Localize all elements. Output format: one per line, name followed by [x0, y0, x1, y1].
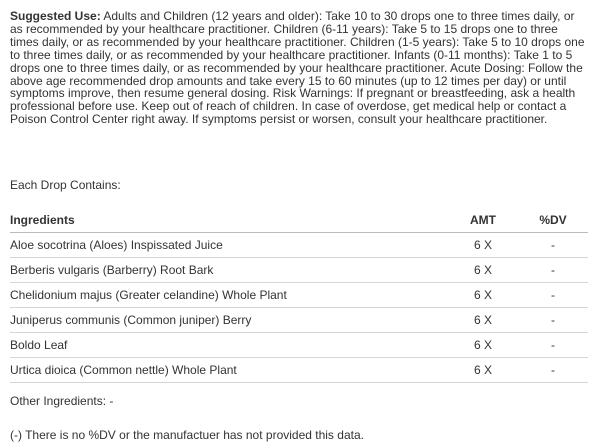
ingredient-name: Chelidonium majus (Greater celandine) Whole Plant — [10, 283, 448, 308]
dv-footnote: (-) There is no %DV or the manufactuer has not provided this data. — [10, 428, 364, 442]
table-row — [10, 283, 588, 308]
header-ingredients: Ingredients — [10, 208, 448, 233]
ingredient-dv: - — [518, 333, 588, 358]
ingredient-amt: 6 X — [448, 283, 518, 308]
ingredient-dv: - — [518, 233, 588, 258]
other-ingredients: Other Ingredients: - — [10, 394, 114, 408]
suggested-use-heading: Suggested Use: — [10, 9, 101, 23]
ingredient-amt: 6 X — [448, 308, 518, 333]
ingredient-name: Berberis vulgaris (Barberry) Root Bark — [10, 258, 448, 283]
ingredient-name: Juniperus communis (Common juniper) Berry — [10, 308, 448, 333]
table-row — [10, 358, 588, 383]
ingredient-dv: - — [518, 358, 588, 383]
suggested-use-paragraph — [10, 10, 585, 126]
ingredient-amt: 6 X — [448, 258, 518, 283]
ingredient-dv: - — [518, 308, 588, 333]
ingredient-name: Boldo Leaf — [10, 333, 448, 358]
table-header-row — [10, 208, 588, 233]
ingredient-dv: - — [518, 258, 588, 283]
table-row — [10, 258, 588, 283]
each-drop-label: Each Drop Contains: — [10, 178, 121, 192]
ingredient-amt: 6 X — [448, 233, 518, 258]
ingredient-amt: 6 X — [448, 358, 518, 383]
supplement-facts-panel — [10, 9, 585, 442]
table-row — [10, 333, 588, 358]
table-row — [10, 308, 588, 333]
header-amt: AMT — [448, 208, 518, 233]
header-dv: %DV — [518, 208, 588, 233]
ingredient-name: Aloe socotrina (Aloes) Inspissated Juice — [10, 233, 448, 258]
ingredient-name: Urtica dioica (Common nettle) Whole Plant — [10, 358, 448, 383]
ingredients-table — [10, 208, 588, 383]
ingredient-amt: 6 X — [448, 333, 518, 358]
ingredient-dv: - — [518, 283, 588, 308]
suggested-use-text: Adults and Children (12 years and older): Take 10 to 30 drops one to three times daily, or as recommended by your healthcare practitioner. Children (6-11 years): Take 5 to 15 drops one to three times daily, or as recommended by your healthcare practitioner. Children (1-5 years): Take 5 to 10 drops one to three times daily, or as recommended by your healthcare practitioner. Infants (0-11 months): Take 1 to 5 drops one to three times daily, or as recommended by your healthcare practitioner. Acute Dosing: Follow the above age recommended drop amounts and take every 15 to 60 minutes (up to 12 times per day) or until symptoms improve, then resume general dosing. Risk Warnings: If pregnant or breastfeeding, ask a health professional before use. Keep out of reach of children. In case of overdose, get medical help or contact a Poison Control Center right away. If symptoms persist or worsen, consult your healthcare practitioner. — [10, 9, 585, 127]
table-row — [10, 233, 588, 258]
